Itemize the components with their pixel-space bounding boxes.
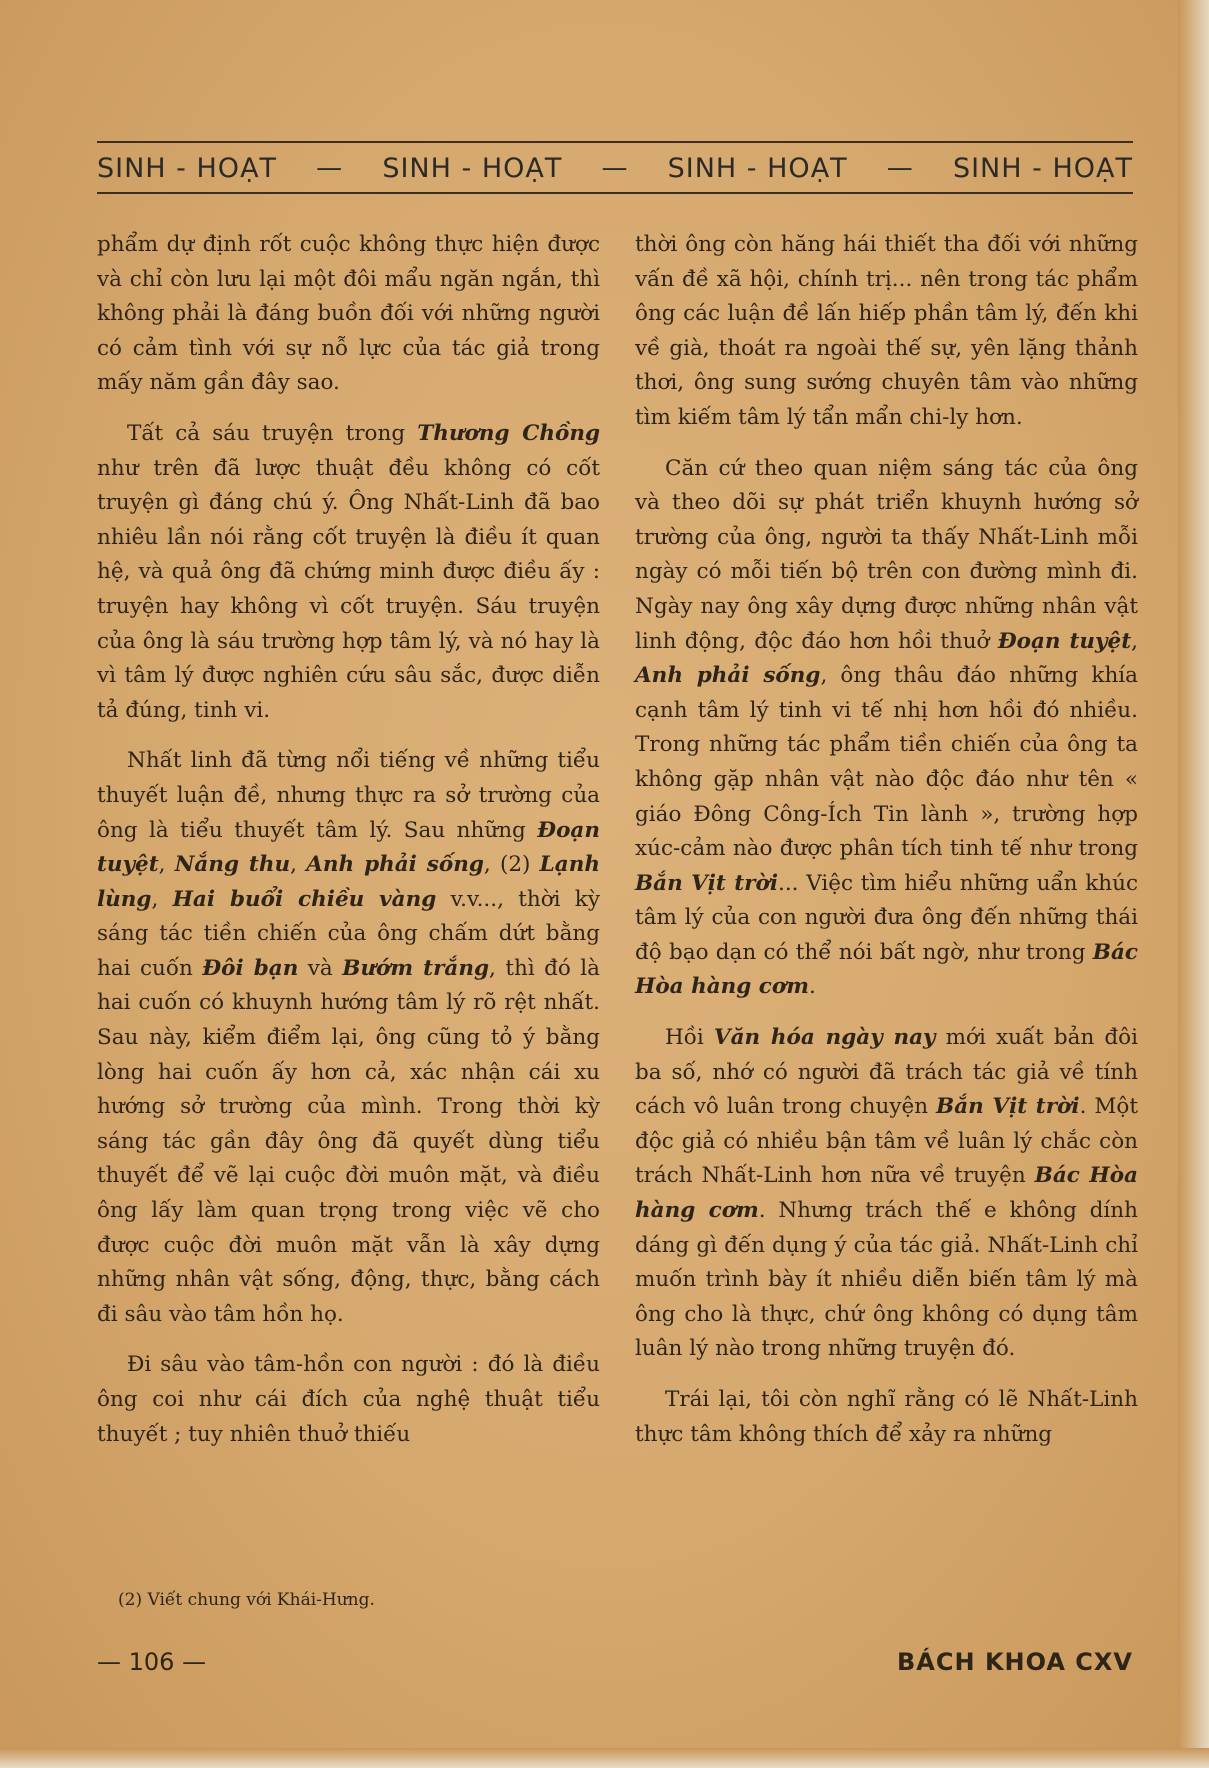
right-column — [635, 228, 1138, 1468]
paragraph — [635, 1383, 1138, 1452]
book-title: Bắn Vịt trời — [635, 870, 778, 896]
paragraph — [97, 1348, 600, 1452]
paragraph-text: phẩm dự định rốt cuộc không thực hiện được và chỉ còn lưu lại một đôi mẩu ngăn ngắn, thì không phải là đáng buồn đối với những người có cảm tình với sự nỗ lực của tác giả trong mấy năm gần đây sao. — [97, 232, 600, 396]
paragraph-text: . Nhưng trách thế e không dính dáng gì đến dụng ý của tác giả. Nhất-Linh chỉ muốn trình bày ít nhiều diễn biến tâm lý mà ông cho là thực, chứ ông không có dụng tâm luân lý nào trong những truyện đó. — [635, 1198, 1138, 1362]
paragraph — [97, 228, 600, 401]
paragraph — [97, 744, 600, 1332]
book-title: Đoạn tuyệt — [97, 817, 600, 878]
journal-issue: BÁCH KHOA CXV — [897, 1648, 1133, 1676]
book-title: Đoạn tuyệt — [997, 628, 1132, 654]
paragraph-text: Đi sâu vào tâm-hồn con người : đó là điều ông coi như cái đích của nghệ thuật tiểu thuyết ; tuy nhiên thuở thiếu — [97, 1352, 600, 1447]
book-title: Bắn Vịt trời — [936, 1094, 1080, 1120]
paragraph-text: v.v..., thời kỳ sáng tác tiền chiến của ông chấm dứt bằng hai cuốn — [97, 886, 600, 981]
book-title: Văn hóa ngày nay — [713, 1025, 936, 1051]
running-head-separator: — — [316, 153, 344, 183]
paragraph-text: ... Việc tìm hiểu những uẩn khúc tâm lý của con người đưa ông đến những thái độ bạo dạn có thể nói bất ngờ, như trong — [635, 870, 1138, 965]
paragraph — [635, 228, 1138, 436]
page-bottom-edge — [0, 1748, 1209, 1768]
paragraph — [635, 452, 1138, 1006]
paragraph-text: Căn cứ theo quan niệm sáng tác của ông và theo dõi sự phát triển khuynh hướng sở trường của ông, người ta thấy Nhất-Linh mỗi ngày có mỗi tiến bộ trên con đường mình đi. Ngày nay ông xây dựng được những nhân vật linh động, độc đáo hơn hồi thuở — [635, 455, 1138, 654]
paragraph-text: , ông thâu đáo những khía cạnh tâm lý tinh vi tế nhị hơn hồi đó nhiều. Trong những tác phẩm tiền chiến của ông ta không gặp nhân vật nào độc đáo như tên « giáo Đông Công-Ích Tin lành », trường hợp xúc-cảm nào được phân tích tinh tế như trong — [635, 663, 1138, 862]
running-head-item: SINH - HOẠT — [97, 152, 278, 184]
paragraph-text: và — [298, 955, 343, 981]
paragraph-text: Trái lại, tôi còn nghĩ rằng có lẽ Nhất-Linh thực tâm không thích để xảy ra những — [635, 1387, 1138, 1447]
paragraph-text: , — [1131, 628, 1138, 654]
running-head-separator: — — [886, 153, 914, 183]
paragraph-text: Hồi — [665, 1025, 714, 1051]
paragraph-text: , — [290, 852, 307, 878]
book-title: Nắng thu — [174, 852, 291, 878]
paragraph — [635, 1021, 1138, 1367]
header-rule-top — [97, 141, 1133, 143]
left-column — [97, 228, 600, 1468]
book-title: Anh phải sống — [306, 852, 484, 878]
running-head-item: SINH - HOẠT — [382, 152, 563, 184]
paragraph-text: . — [808, 974, 816, 1000]
paragraph-text: . Một độc giả có nhiều bận tâm về luân lý chắc còn trách Nhất-Linh hơn nữa về truyện — [635, 1094, 1138, 1189]
page-number: — 106 — — [97, 1648, 207, 1676]
paragraph-text: như trên đã lược thuật đều không có cốt truyện gì đáng chú ý. Ông Nhất-Linh đã bao nhiêu lần nói rằng cốt truyện là điều ít quan hệ, và quả ông đã chứng minh được điều ấy : truyện hay không vì cốt truyện. Sáu truyện của ông là sáu trường hợp tâm lý, và nó hay là vì tâm lý được nghiên cứu sâu sắc, được diễn tả đúng, tinh vi. — [97, 455, 600, 723]
running-head-separator: — — [601, 153, 629, 183]
footnote: (2) Viết chung với Khái-Hưng. — [118, 1590, 375, 1610]
book-title: Hai buổi chiều vàng — [172, 886, 437, 912]
page-edge — [1178, 0, 1209, 1768]
book-title: Đôi bạn — [202, 955, 299, 981]
paragraph-text: , — [158, 852, 175, 878]
book-title: Bướm trắng — [342, 955, 490, 981]
paragraph — [97, 417, 600, 728]
paragraph-text: , thì đó là hai cuốn có khuynh hướng tâm lý rõ rệt nhất. Sau này, kiểm điểm lại, ông cũng tỏ ý bằng lòng hai cuốn ấy hơn cả, xác nhận cái xu hướng sở trường của mình. Trong thời kỳ sáng tác gần đây ông đã quyết dùng tiểu thuyết để vẽ lại cuộc đời muôn mặt, và điều ông lấy làm quan trọng trong việc vẽ cho được cuộc đời muôn mặt vẫn là xây dựng những nhân vật sống, động, thực, bằng cách đi sâu vào tâm hồn họ. — [97, 955, 600, 1327]
paragraph-text: Tất cả sáu truyện trong — [127, 420, 418, 446]
book-title: Bác Hòa hàng cơm — [635, 1163, 1138, 1224]
running-head-item: SINH - HOẠT — [952, 152, 1133, 184]
paragraph-text: , — [151, 886, 173, 912]
paragraph-text: Nhất linh đã từng nổi tiếng về những tiểu thuyết luận đề, nhưng thực ra sở trường của ông là tiểu thuyết tâm lý. Sau những — [97, 748, 600, 843]
book-title: Lạnh lùng — [97, 852, 600, 912]
paragraph-text: mới xuất bản đôi ba số, nhớ có người đã trách tác giả về tính cách vô luân trong chuyện — [635, 1025, 1138, 1120]
running-head-item: SINH - HOẠT — [667, 152, 848, 184]
running-head — [97, 150, 1133, 186]
book-title: Thương Chồng — [417, 420, 600, 446]
paragraph-text: , (2) — [483, 852, 540, 878]
header-rule-bottom — [97, 192, 1133, 194]
book-title: Bác Hòa hàng cơm — [635, 939, 1138, 1000]
book-title: Anh phải sống — [635, 663, 821, 689]
paragraph-text: thời ông còn hăng hái thiết tha đối với những vấn đề xã hội, chính trị... nên trong tác phẩm ông các luận đề lấn hiếp phần tâm lý, đến khi về già, thoát ra ngoài thế sự, yên lặng thảnh thơi, ông sung sướng chuyên tâm vào những tìm kiếm tâm lý tẩn mẩn chi-ly hơn. — [635, 232, 1138, 430]
